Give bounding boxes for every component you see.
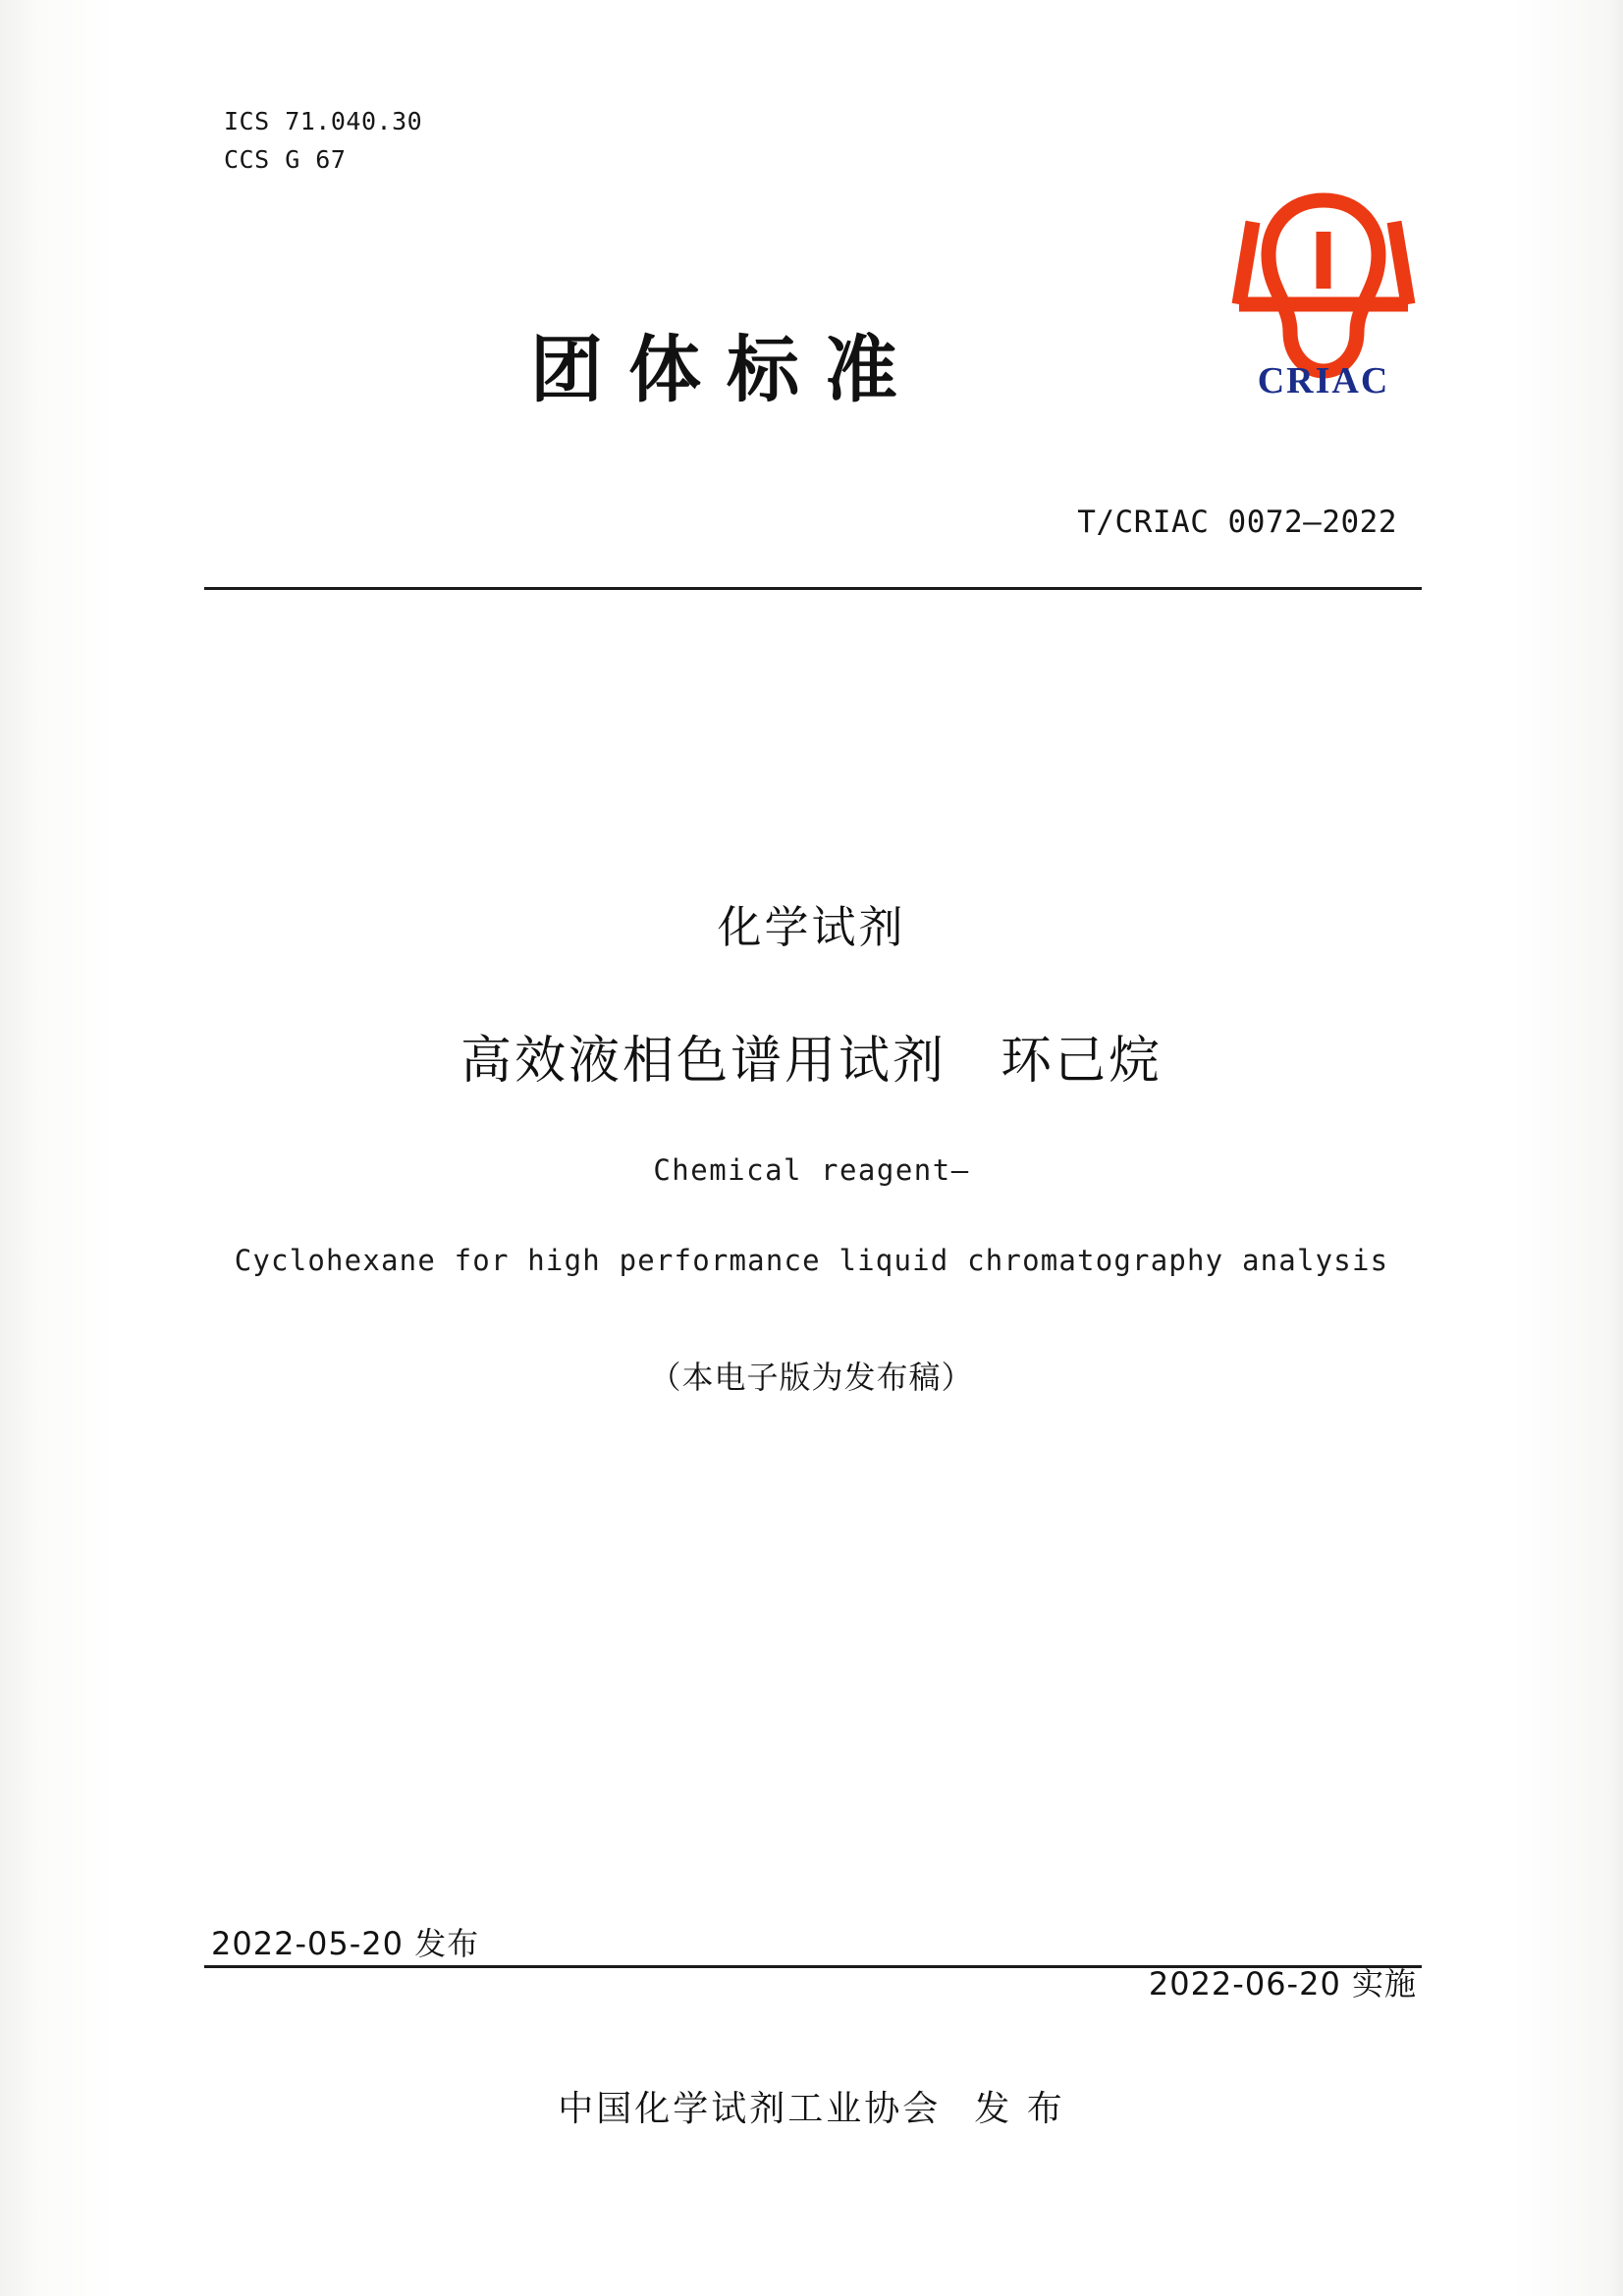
standard-number: T/CRIAC 0072—2022 [1077,505,1397,540]
header-divider [204,587,1422,590]
page-title: 团体标准 [530,328,923,412]
title-cn-line2: 高效液相色谱用试剂 环己烷 [460,1032,1163,1091]
publisher-suffix: 发 布 [974,2089,1065,2129]
title-cn-line1: 化学试剂 [717,901,906,953]
edition-note: （本电子版为发布稿） [649,1359,974,1396]
title-en-line1: Chemical reagent— [653,1153,970,1187]
ics-code: ICS 71.040.30 [224,107,423,135]
publisher-name: 中国化学试剂工业协会 [558,2089,942,2129]
criac-wordmark: CRIAC [1257,360,1390,401]
publisher-line [0,2081,1623,2131]
effective-date: 2022-06-20 实施 [1148,1965,1417,2002]
title-en-line2: Cyclohexane for high performance liquid chromatography analysis [234,1244,1389,1277]
ccs-code: CCS G 67 [224,144,347,174]
issue-date: 2022-05-20 发布 [211,1925,480,1962]
classification-codes [224,103,422,180]
